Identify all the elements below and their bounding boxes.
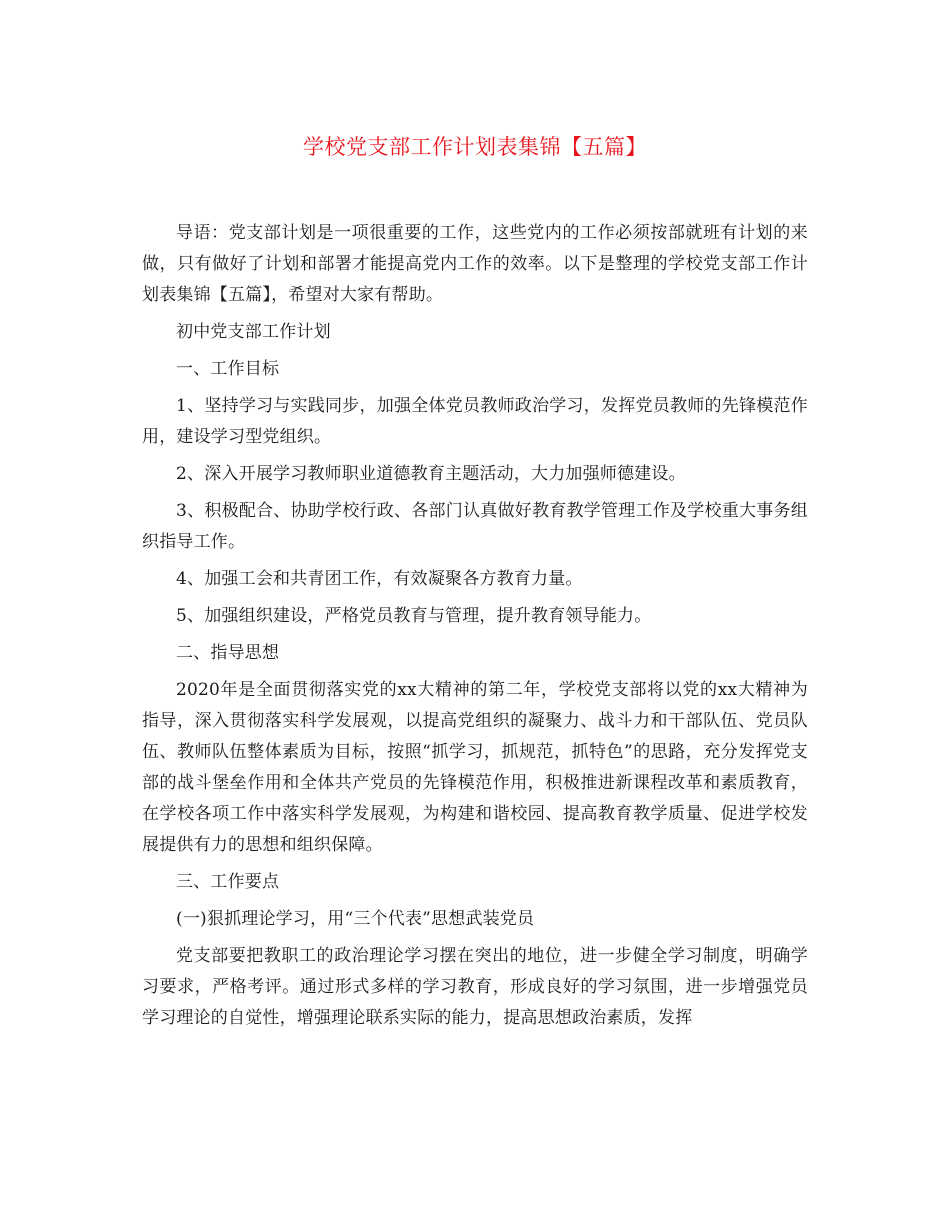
paragraph: 1、坚持学习与实践同步，加强全体党员教师政治学习，发挥党员教师的先锋模范作用，建设学习型党组织。 <box>142 396 808 447</box>
paragraph: 2020年是全面贯彻落实党的xx大精神的第二年，学校党支部将以党的xx大精神为指导，深入贯彻落实科学发展观，以提高党组织的凝聚力、战斗力和干部队伍、党员队伍、教师队伍整体素质为目标，按照“抓学习，抓规范，抓特色”的思路，充分发挥党支部的战斗堡垒作用和全体共产党员的先锋模范作用，积极推进新课程改革和素质教育，在学校各项工作中落实科学发展观，为构建和谐校园、提高教育教学质量、促进学校发展提供有力的思想和组织保障。 <box>142 680 808 855</box>
document-body <box>142 218 808 1040</box>
section-heading: 初中党支部工作计划 <box>176 322 331 342</box>
paragraph-intro: 导语：党支部计划是一项很重要的工作，这些党内的工作必须按部就班有计划的来做，只有做好了计划和部署才能提高党内工作的效率。以下是整理的学校党支部工作计划表集锦【五篇】，希望对大家有帮助。 <box>142 223 808 305</box>
paragraph: 5、加强组织建设，严格党员教育与管理，提升教育领导能力。 <box>176 606 652 626</box>
section-heading: 一、工作目标 <box>176 359 280 379</box>
paragraph: 2、深入开展学习教师职业道德教育主题活动，大力加强师德建设。 <box>176 464 686 484</box>
document-title: 学校党支部工作计划表集锦【五篇】 <box>303 135 647 159</box>
paragraph: 3、积极配合、协助学校行政、各部门认真做好教育教学管理工作及学校重大事务组织指导工作。 <box>142 501 808 552</box>
paragraph: 党支部要把教职工的政治理论学习摆在突出的地位，进一步健全学习制度，明确学习要求，严格考评。通过形式多样的学习教育，形成良好的学习氛围，进一步增强党员学习理论的自觉性，增强理论联系实际的能力，提高思想政治素质，发挥 <box>142 946 808 1028</box>
section-heading: 三、工作要点 <box>176 872 280 892</box>
subsection-heading: (一)狠抓理论学习，用“三个代表”思想武装党员 <box>176 909 535 929</box>
paragraph: 4、加强工会和共青团工作，有效凝聚各方教育力量。 <box>176 569 583 589</box>
section-heading: 二、指导思想 <box>176 643 280 663</box>
